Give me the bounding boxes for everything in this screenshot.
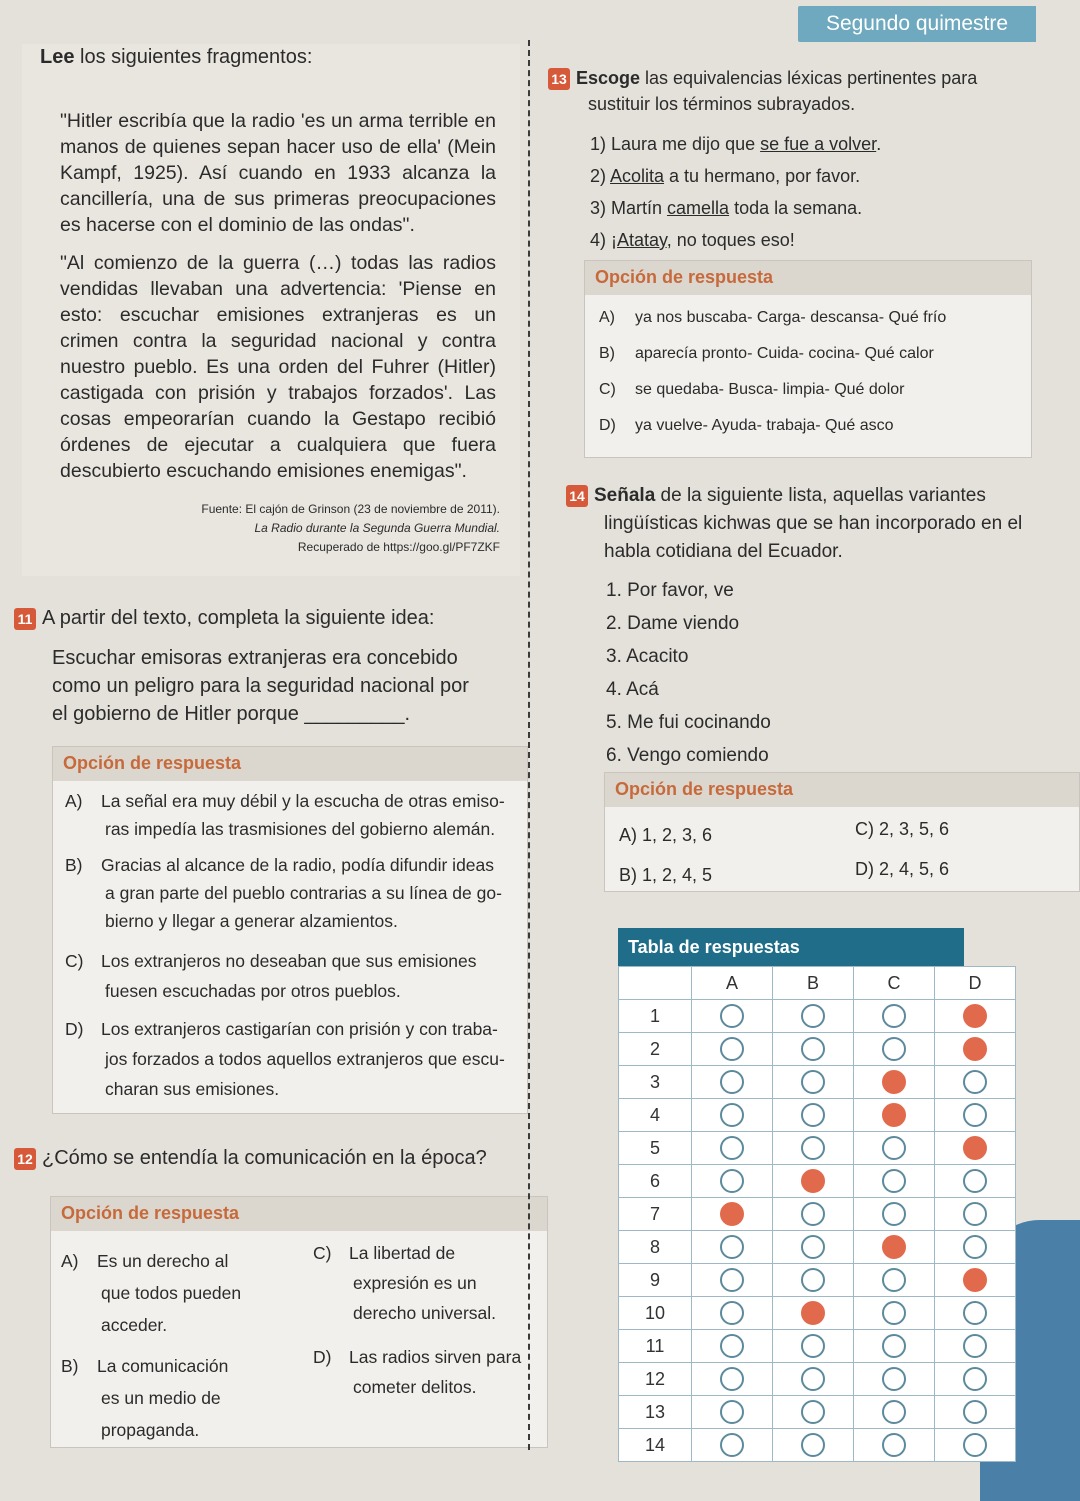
option-b[interactable]: B) aparecía pronto- Cuida- cocina- Qué calor (599, 345, 934, 362)
option-c-cont: fuesen escuchadas por otros pueblos. (105, 981, 401, 1001)
option-a[interactable]: A) La señal era muy débil y la escucha de otras emiso- (65, 791, 505, 811)
answer-cell (692, 1264, 773, 1297)
answer-cell (935, 1363, 1016, 1396)
answer-bubble-c[interactable] (882, 1202, 906, 1226)
q13-items (590, 128, 881, 256)
answer-bubble-b[interactable] (801, 1301, 825, 1325)
answer-row (619, 1363, 1016, 1396)
answer-bubble-c[interactable] (882, 1301, 906, 1325)
row-number: 2 (619, 1033, 692, 1066)
question-number: 13 (548, 68, 570, 90)
answer-row (619, 1231, 1016, 1264)
answer-bubble-d[interactable] (963, 1070, 987, 1094)
col-header: D (935, 967, 1016, 1000)
answer-cell (692, 1297, 773, 1330)
option-c[interactable]: C) se quedaba- Busca- limpia- Qué dolor (599, 381, 905, 398)
question-14-cont: lingüísticas kichwas que se han incorporado en el (604, 513, 1023, 534)
answer-row (619, 1429, 1016, 1462)
answer-cell (935, 1429, 1016, 1462)
question-11-stem: Escuchar emisoras extranjeras era concebido como un peligro para la seguridad nacional por el gobierno de Hitler porque _________. (52, 647, 469, 725)
answer-bubble-b[interactable] (801, 1235, 825, 1259)
answer-bubble-c[interactable] (882, 1037, 906, 1061)
answer-cell (935, 1165, 1016, 1198)
answer-bubble-c[interactable] (882, 1400, 906, 1424)
answer-bubble-a[interactable] (720, 1103, 744, 1127)
option-d-cont: cometer delitos. (353, 1377, 477, 1397)
option-d[interactable]: D) Las radios sirven para (313, 1347, 522, 1367)
row-number: 8 (619, 1231, 692, 1264)
answer-bubble-a[interactable] (720, 1004, 744, 1028)
answer-bubble-d[interactable] (963, 1004, 987, 1028)
option-a[interactable]: A) 1, 2, 3, 6 (619, 825, 713, 845)
intro-text: Lee los siguientes fragmentos: (40, 46, 313, 68)
option-b[interactable]: B) La comunicación (61, 1356, 229, 1376)
row-number: 10 (619, 1297, 692, 1330)
answer-cell (935, 1297, 1016, 1330)
answer-bubble-c[interactable] (882, 1004, 906, 1028)
option-c[interactable]: C) La libertad de (313, 1243, 456, 1263)
answer-cell (692, 1132, 773, 1165)
row-number: 6 (619, 1165, 692, 1198)
option-b[interactable]: B) Gracias al alcance de la radio, podía difundir ideas (65, 855, 495, 875)
answer-cell (773, 1165, 854, 1198)
answer-cell (692, 1396, 773, 1429)
answer-cell (773, 1396, 854, 1429)
option-d-cont2: charan sus emisiones. (105, 1079, 280, 1099)
answer-bubble-d[interactable] (963, 1103, 987, 1127)
option-d[interactable]: D) Los extranjeros castigarían con prisión y con traba- (65, 1019, 498, 1039)
q14-item: 6. Vengo comiendo (606, 745, 769, 766)
row-number: 11 (619, 1330, 692, 1363)
option-a-cont2: acceder. (101, 1315, 168, 1335)
row-number: 7 (619, 1198, 692, 1231)
answer-bubble-a[interactable] (720, 1136, 744, 1160)
answer-cell (692, 1429, 773, 1462)
answer-bubble-d[interactable] (963, 1433, 987, 1457)
answer-row (619, 1066, 1016, 1099)
col-header: C (854, 967, 935, 1000)
answer-cell (773, 1330, 854, 1363)
q14-item: 2. Dame viendo (606, 613, 740, 634)
answer-row (619, 1099, 1016, 1132)
question-11: 11 A partir del texto, completa la siguiente idea: (14, 604, 434, 632)
answer-bubble-b[interactable] (801, 1400, 825, 1424)
answer-cell (935, 1330, 1016, 1363)
row-number: 1 (619, 1000, 692, 1033)
answer-cell (935, 1066, 1016, 1099)
fragment-1: "Hitler escribía que la radio 'es un arma terrible en manos de quienes sepan hacer uso de ella' (Mein Kampf, 1925). Así cuando en 1933 alcanza la cancillería, una de sus primeras preocupaciones es hacerse con el dominio de las ondas". (60, 110, 496, 236)
answer-sheet (618, 928, 964, 966)
answer-bubble-a[interactable] (720, 1169, 744, 1193)
col-header: B (773, 967, 854, 1000)
answer-bubble-b[interactable] (801, 1334, 825, 1358)
answer-cell (692, 1099, 773, 1132)
answer-cell (773, 1231, 854, 1264)
answer-cell (935, 1198, 1016, 1231)
row-number: 12 (619, 1363, 692, 1396)
q13-item-4: 4) ¡Atatay, no toques eso! (590, 230, 795, 250)
question-number: 11 (14, 608, 36, 630)
corner-cell (619, 967, 692, 1000)
answer-bubble-d[interactable] (963, 1400, 987, 1424)
q11-options (52, 746, 528, 1114)
answer-cell (935, 1033, 1016, 1066)
answer-bubble-c[interactable] (882, 1367, 906, 1391)
options-header: Opción de respuesta (51, 1197, 547, 1231)
answer-bubble-d[interactable] (963, 1136, 987, 1160)
answer-row (619, 1330, 1016, 1363)
answer-bubble-d[interactable] (963, 1268, 987, 1292)
answer-bubble-b[interactable] (801, 1367, 825, 1391)
col-header: A (692, 967, 773, 1000)
option-a[interactable]: A) Es un derecho al (61, 1251, 229, 1271)
answer-bubble-b[interactable] (801, 1136, 825, 1160)
answer-bubble-c[interactable] (882, 1268, 906, 1292)
answer-cell (692, 1165, 773, 1198)
answer-cell (692, 1231, 773, 1264)
answer-cell (692, 1033, 773, 1066)
answer-row (619, 1297, 1016, 1330)
answer-bubble-c[interactable] (882, 1334, 906, 1358)
answer-cell (854, 1000, 935, 1033)
column-divider (528, 40, 530, 1450)
answer-cell (773, 1198, 854, 1231)
answer-bubble-a[interactable] (720, 1235, 744, 1259)
answer-cell (854, 1297, 935, 1330)
answer-bubble-b[interactable] (801, 1169, 825, 1193)
option-c-cont: expresión es un (353, 1273, 477, 1293)
answer-cell (854, 1396, 935, 1429)
answer-cell (773, 1099, 854, 1132)
option-a[interactable]: A) ya nos buscaba- Carga- descansa- Qué frío (599, 309, 947, 326)
question-14-cont2: habla cotidiana del Ecuador. (604, 541, 843, 562)
answer-bubble-b[interactable] (801, 1004, 825, 1028)
q13-item-3: 3) Martín camella toda la semana. (590, 198, 863, 218)
answer-bubble-a[interactable] (720, 1433, 744, 1457)
answer-bubble-d[interactable] (963, 1334, 987, 1358)
answer-cell (692, 1000, 773, 1033)
answer-bubble-b[interactable] (801, 1037, 825, 1061)
q14-item: 4. Acá (606, 679, 659, 700)
fragment-2: "Al comienzo de la guerra (…) todas las radios vendidas llevaban una advertencia: 'Piense en esto: escuchar emisiones extranjeras es un crimen contra la seguridad nacional y contra nuestro pueblo. Es una orden del Fuhrer (Hitler) castigada con prisión y trabajos forzados'. Las cosas empeorarían cuando la Gestapo recibió órdenes de ejecutar a cualquiera que fuera descubierto escuchando emisiones enemigas". (60, 252, 496, 482)
answer-bubble-a[interactable] (720, 1070, 744, 1094)
answer-sheet-title: Tabla de respuestas (618, 928, 964, 966)
answer-bubble-a[interactable] (720, 1367, 744, 1391)
option-d[interactable]: D) ya vuelve- Ayuda- trabaja- Qué asco (599, 417, 894, 434)
answer-row (619, 1000, 1016, 1033)
section-banner: Segundo quimestre (798, 6, 1036, 42)
answer-bubble-c[interactable] (882, 1136, 906, 1160)
option-b[interactable]: B) 1, 2, 4, 5 (619, 865, 713, 885)
option-b-cont: es un medio de (101, 1388, 221, 1408)
answer-bubble-a[interactable] (720, 1202, 744, 1226)
answer-cell (935, 1099, 1016, 1132)
answer-cell (773, 1000, 854, 1033)
answer-bubble-a[interactable] (720, 1268, 744, 1292)
row-number: 14 (619, 1429, 692, 1462)
answer-bubble-c[interactable] (882, 1070, 906, 1094)
answer-row (619, 1165, 1016, 1198)
options-header: Opción de respuesta (53, 747, 527, 781)
answer-bubble-b[interactable] (801, 1070, 825, 1094)
answer-bubble-a[interactable] (720, 1037, 744, 1061)
option-a-cont: ras impedía las trasmisiones del gobierno alemán. (105, 819, 496, 839)
q12-options (50, 1196, 548, 1448)
answer-bubble-d[interactable] (963, 1037, 987, 1061)
answer-bubble-b[interactable] (801, 1268, 825, 1292)
options-header: Opción de respuesta (605, 773, 1079, 807)
q14-item: 1. Por favor, ve (606, 580, 734, 601)
answer-cell (935, 1396, 1016, 1429)
row-number: 3 (619, 1066, 692, 1099)
option-c-cont2: derecho universal. (353, 1303, 496, 1323)
answer-cell (935, 1264, 1016, 1297)
q14-item: 3. Acacito (606, 646, 689, 667)
source-citation: Fuente: El cajón de Grinson (23 de noviembre de 2011). La Radio durante la Segunda Guerra Mundial. Recuperado de https://goo.gl/PF7ZKF (201, 502, 500, 554)
answer-cell (773, 1066, 854, 1099)
answer-bubble-a[interactable] (720, 1301, 744, 1325)
answer-bubble-d[interactable] (963, 1169, 987, 1193)
answer-cell (935, 1231, 1016, 1264)
answer-cell (854, 1264, 935, 1297)
options-header: Opción de respuesta (585, 261, 1031, 295)
question-12: 12 ¿Cómo se entendía la comunicación en la época? (14, 1144, 487, 1172)
answer-row (619, 1396, 1016, 1429)
answer-row (619, 1264, 1016, 1297)
answer-bubble-c[interactable] (882, 1433, 906, 1457)
answer-cell (854, 1066, 935, 1099)
answer-cell (854, 1165, 935, 1198)
q13-item-1: 1) Laura me dijo que se fue a volver. (590, 134, 882, 154)
answer-cell (692, 1330, 773, 1363)
question-13-cont: sustituir los términos subrayados. (588, 94, 856, 114)
answer-cell (854, 1198, 935, 1231)
answer-cell (854, 1429, 935, 1462)
answer-bubble-a[interactable] (720, 1334, 744, 1358)
option-b-cont2: propaganda. (101, 1420, 200, 1440)
answer-row (619, 1132, 1016, 1165)
q13-options (584, 260, 1032, 458)
answer-cell (854, 1033, 935, 1066)
answer-cell (854, 1363, 935, 1396)
answer-cell (854, 1231, 935, 1264)
answer-bubble-c[interactable] (882, 1103, 906, 1127)
answer-cell (692, 1363, 773, 1396)
answer-cell (692, 1198, 773, 1231)
q13-item-2: 2) Acolita a tu hermano, por favor. (590, 166, 861, 186)
answer-cell (773, 1297, 854, 1330)
answer-bubble-d[interactable] (963, 1202, 987, 1226)
q14-item: 5. Me fui cocinando (606, 712, 771, 733)
option-a-cont: que todos pueden (101, 1283, 242, 1303)
answer-bubble-c[interactable] (882, 1235, 906, 1259)
answer-bubble-d[interactable] (963, 1235, 987, 1259)
question-number: 12 (14, 1148, 36, 1170)
option-c[interactable]: C) Los extranjeros no deseaban que sus emisiones (65, 951, 477, 971)
answer-cell (773, 1264, 854, 1297)
row-number: 13 (619, 1396, 692, 1429)
answer-cell (692, 1066, 773, 1099)
row-number: 4 (619, 1099, 692, 1132)
question-13: 13 Escoge las equivalencias léxicas pertinentes para (548, 64, 977, 92)
question-14: 14 Señala de la siguiente lista, aquellas variantes (566, 482, 1056, 510)
answer-bubble-c[interactable] (882, 1169, 906, 1193)
answer-bubble-d[interactable] (963, 1367, 987, 1391)
answer-bubble-b[interactable] (801, 1202, 825, 1226)
answer-bubble-b[interactable] (801, 1433, 825, 1457)
option-d[interactable]: D) 2, 4, 5, 6 (855, 859, 950, 879)
answer-bubble-a[interactable] (720, 1400, 744, 1424)
answer-bubble-b[interactable] (801, 1103, 825, 1127)
answer-cell (935, 1132, 1016, 1165)
answer-row (619, 1033, 1016, 1066)
answer-cell (854, 1132, 935, 1165)
option-c[interactable]: C) 2, 3, 5, 6 (855, 819, 950, 839)
q14-items (606, 574, 771, 772)
q14-options (604, 772, 1080, 892)
answer-cell (854, 1330, 935, 1363)
answer-table (618, 966, 1016, 1462)
answer-cell (773, 1132, 854, 1165)
question-number: 14 (566, 485, 588, 507)
answer-cell (773, 1429, 854, 1462)
row-number: 9 (619, 1264, 692, 1297)
answer-cell (773, 1363, 854, 1396)
option-b-cont: a gran parte del pueblo contrarias a su línea de go- (105, 883, 502, 903)
answer-cell (773, 1033, 854, 1066)
answer-cell (935, 1000, 1016, 1033)
answer-bubble-d[interactable] (963, 1301, 987, 1325)
answer-row (619, 1198, 1016, 1231)
option-b-cont2: bierno y llegar a generar alzamientos. (105, 911, 398, 931)
row-number: 5 (619, 1132, 692, 1165)
answer-cell (854, 1099, 935, 1132)
option-d-cont: jos forzados a todos aquellos extranjeros que escu- (105, 1049, 505, 1069)
